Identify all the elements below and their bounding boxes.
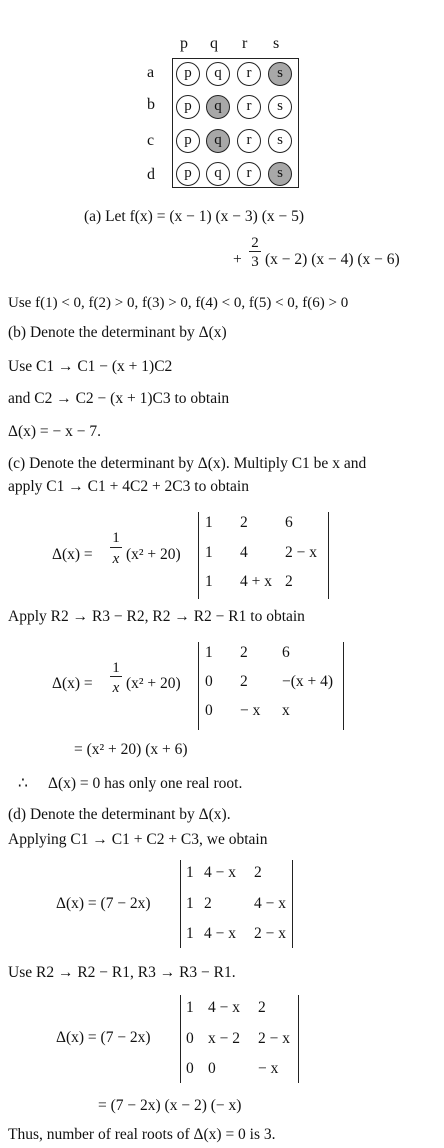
part-d-line2: Applying C1 → C1 + C2 + C3, we obtain <box>8 831 268 848</box>
bubble-d-p[interactable]: p <box>176 162 200 186</box>
part-a-line1: (a) Let f(x) = (x − 1) (x − 3) (x − 5) <box>84 208 305 225</box>
c-det1-left-bar <box>198 512 199 599</box>
c-det1-frac-num: 1 <box>112 530 120 546</box>
column-label-r: r <box>242 35 248 52</box>
d-det2-cell-r1c1: 1 <box>186 999 194 1016</box>
c-det1-cell-r2c3: 2 − x <box>285 544 317 561</box>
c-det2-cell-r2c2: 2 <box>240 673 248 690</box>
c-det2-cell-r1c1: 1 <box>205 644 213 661</box>
d-det1-cell-r1c1: 1 <box>186 864 194 881</box>
c-det2-left-bar <box>198 642 199 730</box>
part-c-line1: (c) Denote the determinant by Δ(x). Multiply C1 be x and <box>8 455 367 472</box>
bubble-c-q[interactable]: q <box>206 129 230 153</box>
d-det1-left-bar <box>180 860 181 948</box>
bubble-a-s[interactable]: s <box>268 62 292 86</box>
part-b-line1: (b) Denote the determinant by Δ(x) <box>8 324 227 341</box>
row-label-a: a <box>147 64 155 81</box>
bubble-a-q[interactable]: q <box>206 62 230 86</box>
d-det2-left-bar <box>180 995 181 1083</box>
c-det2-cell-r3c1: 0 <box>205 702 213 719</box>
part-a-frac-den: 3 <box>251 254 259 270</box>
d-det2-cell-r3c2: 0 <box>208 1060 216 1077</box>
c-det2-cell-r3c3: x <box>282 702 290 719</box>
column-label-s: s <box>273 35 280 52</box>
part-d-line3: Use R2 → R2 − R1, R3 → R3 − R1. <box>8 964 236 981</box>
c-det2-frac-num: 1 <box>112 660 120 676</box>
d-det2-cell-r2c2: x − 2 <box>208 1030 240 1047</box>
c-det1-frac-den: x <box>112 551 120 567</box>
d-det1-cell-r3c1: 1 <box>186 925 194 942</box>
d-det1-cell-r3c2: 4 − x <box>204 925 236 942</box>
d-det1-cell-r3c3: 2 − x <box>254 925 286 942</box>
c-det1-factor: (x² + 20) <box>126 546 181 563</box>
d-det2-cell-r3c1: 0 <box>186 1060 194 1077</box>
d-det1-cell-r1c3: 2 <box>254 864 262 881</box>
c-det2-factor: (x² + 20) <box>126 675 181 692</box>
c-det1-cell-r3c1: 1 <box>205 573 213 590</box>
c-det1-cell-r1c2: 2 <box>240 514 248 531</box>
part-a-plus: + <box>233 251 242 268</box>
d-det2-cell-r1c3: 2 <box>258 999 266 1016</box>
d-det1-lhs: Δ(x) = (7 − 2x) <box>56 895 151 912</box>
part-c-line5: Δ(x) = 0 has only one real root. <box>48 775 243 792</box>
d-det2-cell-r3c3: − x <box>258 1060 279 1077</box>
c-det2-cell-r2c3: −(x + 4) <box>282 673 334 690</box>
column-label-p: p <box>180 35 188 52</box>
row-label-c: c <box>147 132 155 149</box>
d-det1-cell-r2c2: 2 <box>204 895 212 912</box>
c-det1-cell-r3c2: 4 + x <box>240 573 272 590</box>
bubble-d-s[interactable]: s <box>268 162 292 186</box>
part-d-line1: (d) Denote the determinant by Δ(x). <box>8 806 231 823</box>
bubble-a-p[interactable]: p <box>176 62 200 86</box>
d-det2-right-bar <box>298 995 299 1083</box>
part-a-frac-bar <box>249 251 261 252</box>
c-det2-cell-r1c3: 6 <box>282 644 290 661</box>
d-det1-right-bar <box>292 860 293 948</box>
c-det1-cell-r2c1: 1 <box>205 544 213 561</box>
bubble-b-q[interactable]: q <box>206 95 230 119</box>
therefore-symbol: ∴ <box>18 775 28 792</box>
c-det2-frac-bar <box>110 676 122 677</box>
d-det2-cell-r2c3: 2 − x <box>258 1030 290 1047</box>
part-a-line3: Use f(1) < 0, f(2) > 0, f(3) > 0, f(4) < 0, f(5) < 0, f(6) > 0 <box>8 295 349 311</box>
part-c-line2: apply C1 → C1 + 4C2 + 2C3 to obtain <box>8 478 249 495</box>
c-det1-cell-r1c1: 1 <box>205 514 213 531</box>
bubble-a-r[interactable]: r <box>237 62 261 86</box>
part-a-frac-num: 2 <box>251 235 259 251</box>
bubble-b-p[interactable]: p <box>176 95 200 119</box>
d-det2-lhs: Δ(x) = (7 − 2x) <box>56 1029 151 1046</box>
column-label-q: q <box>210 35 218 52</box>
c-det1-cell-r1c3: 6 <box>285 514 293 531</box>
c-det1-cell-r2c2: 4 <box>240 544 248 561</box>
part-c-line4: = (x² + 20) (x + 6) <box>74 741 188 758</box>
bubble-c-s[interactable]: s <box>268 129 292 153</box>
c-det2-cell-r1c2: 2 <box>240 644 248 661</box>
c-det2-frac-den: x <box>112 680 120 696</box>
row-label-d: d <box>147 166 155 183</box>
c-det1-right-bar <box>328 512 329 599</box>
d-det2-cell-r2c1: 0 <box>186 1030 194 1047</box>
part-b-line4: Δ(x) = − x − 7. <box>8 423 102 440</box>
d-det1-cell-r2c3: 4 − x <box>254 895 286 912</box>
c-det2-cell-r2c1: 0 <box>205 673 213 690</box>
d-det1-cell-r1c2: 4 − x <box>204 864 236 881</box>
bubble-b-r[interactable]: r <box>237 95 261 119</box>
part-d-line5: Thus, number of real roots of Δ(x) = 0 is 3. <box>8 1126 276 1143</box>
part-a-line2: (x − 2) (x − 4) (x − 6) <box>265 251 400 268</box>
part-c-line3: Apply R2 → R3 − R2, R2 → R2 − R1 to obtain <box>8 608 305 625</box>
d-det1-cell-r2c1: 1 <box>186 895 194 912</box>
bubble-d-q[interactable]: q <box>206 162 230 186</box>
c-det1-lhs: Δ(x) = <box>52 546 93 563</box>
c-det2-cell-r3c2: − x <box>240 702 261 719</box>
bubble-c-p[interactable]: p <box>176 129 200 153</box>
c-det1-frac-bar <box>110 547 122 548</box>
d-det2-cell-r1c2: 4 − x <box>208 999 240 1016</box>
bubble-b-s[interactable]: s <box>268 95 292 119</box>
part-d-line4: = (7 − 2x) (x − 2) (− x) <box>98 1097 242 1114</box>
bubble-c-r[interactable]: r <box>237 129 261 153</box>
c-det2-lhs: Δ(x) = <box>52 675 93 692</box>
c-det1-cell-r3c3: 2 <box>285 573 293 590</box>
c-det2-right-bar <box>343 642 344 730</box>
part-b-line2: Use C1 → C1 − (x + 1)C2 <box>8 358 173 375</box>
row-label-b: b <box>147 96 155 113</box>
part-b-line3: and C2 → C2 − (x + 1)C3 to obtain <box>8 390 230 407</box>
bubble-d-r[interactable]: r <box>237 162 261 186</box>
